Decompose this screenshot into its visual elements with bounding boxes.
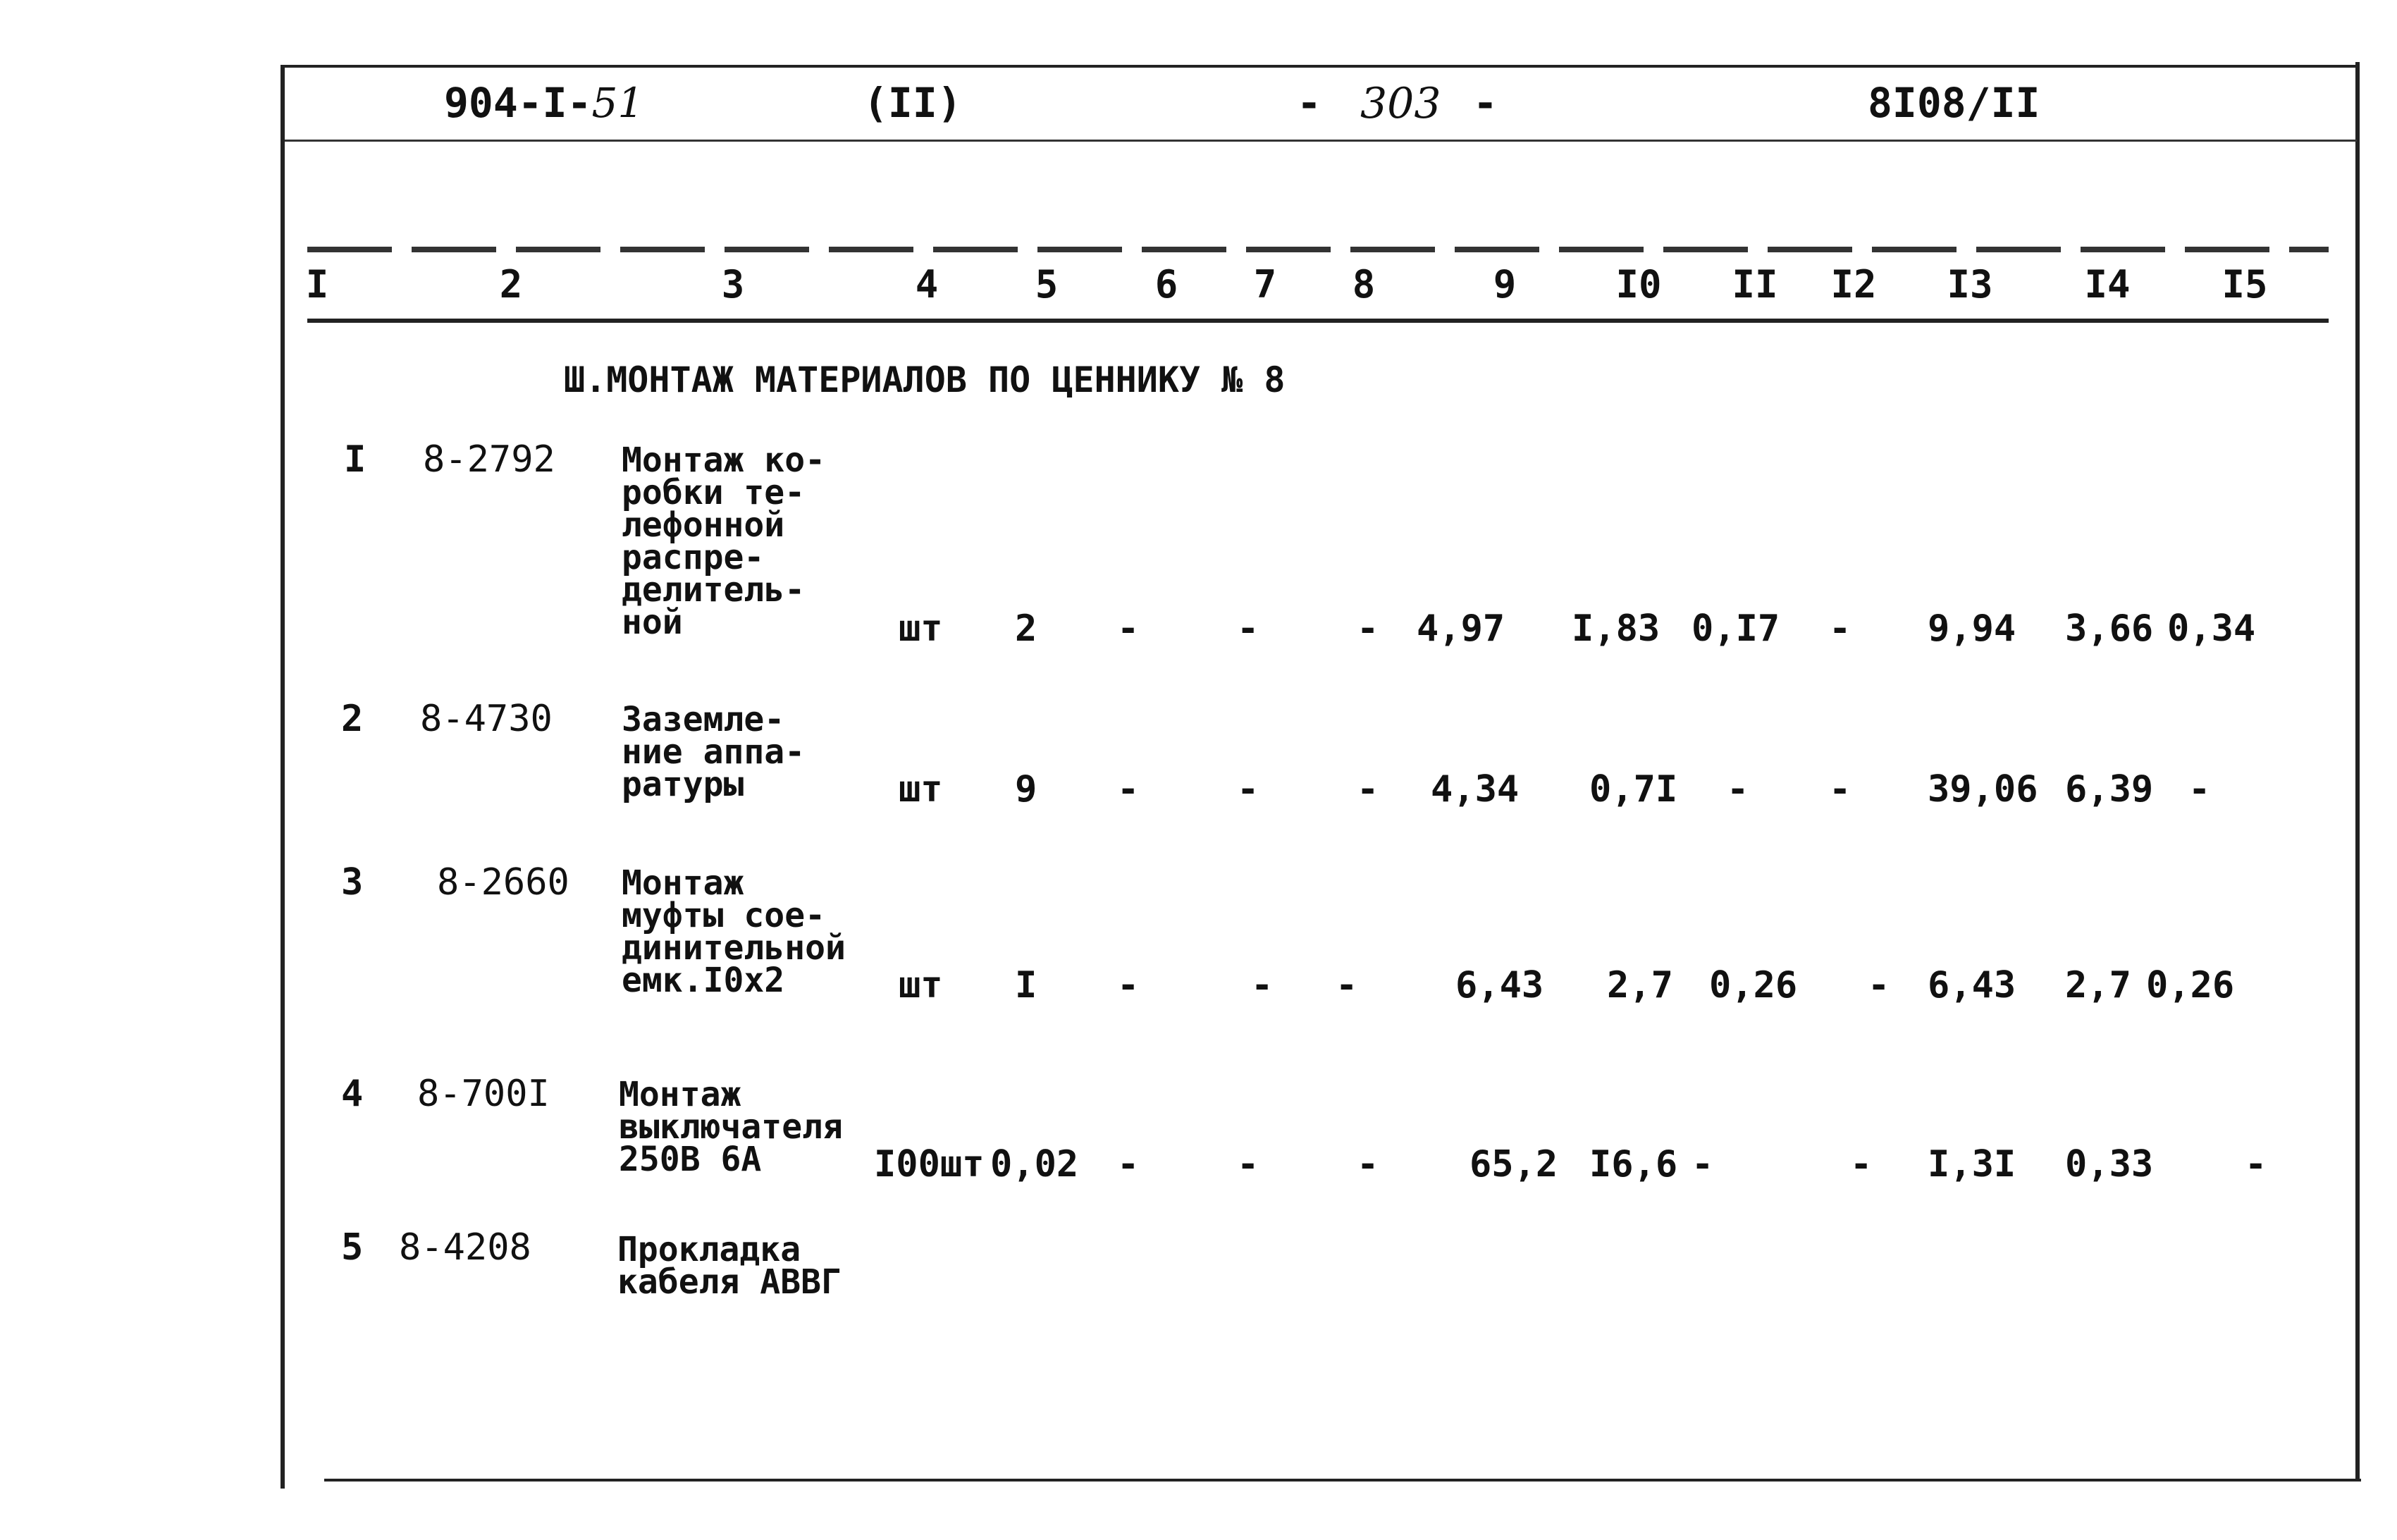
row-number: 5 <box>341 1226 364 1269</box>
quantity: 9 <box>1015 768 1037 811</box>
col-13-value: 9,94 <box>1928 608 2016 650</box>
column-number: I4 <box>2084 262 2131 307</box>
row-number: 4 <box>341 1073 364 1115</box>
page-number: 303 <box>1360 79 1441 128</box>
col-9-value: 6,43 <box>1455 964 1544 1006</box>
column-number: 7 <box>1253 262 1277 307</box>
row-number: I <box>344 438 366 481</box>
page-prefix: - <box>1297 79 1321 127</box>
work-description: Монтаж ко- робки те- лефонной распре- делитель- ной <box>622 441 825 642</box>
column-number: 3 <box>721 262 745 307</box>
col-9-value: 65,2 <box>1469 1143 1558 1185</box>
col-15-value: - <box>2245 1143 2267 1185</box>
doc-part: (II) <box>863 79 962 127</box>
col-12-value: - <box>1850 1143 1873 1185</box>
doc-code-handwritten: 51 <box>591 79 644 127</box>
quantity: I <box>1015 964 1037 1006</box>
col-7-value: - <box>1237 608 1259 650</box>
column-number: I <box>305 262 329 307</box>
col-7-value: - <box>1251 964 1274 1006</box>
col-10-value: I6,6 <box>1589 1143 1678 1185</box>
col-15-value: 0,26 <box>2146 964 2235 1006</box>
unit: шт <box>899 768 943 811</box>
column-number: 4 <box>915 262 939 307</box>
col-8-value: - <box>1357 768 1379 811</box>
col-11-value: - <box>1727 768 1749 811</box>
row-number: 2 <box>341 698 364 740</box>
column-number: I5 <box>2222 262 2268 307</box>
col-8-value: - <box>1336 964 1358 1006</box>
col-12-value: - <box>1829 768 1851 811</box>
quantity: 0,02 <box>990 1143 1079 1185</box>
unit: шт <box>899 608 943 650</box>
column-number: I0 <box>1615 262 1662 307</box>
price-code: 8-4208 <box>399 1226 531 1269</box>
col-10-value: 0,7I <box>1589 768 1678 811</box>
work-description: Заземле- ние аппа- ратуры <box>622 700 806 804</box>
col-6-value: - <box>1117 608 1140 650</box>
col-13-value: I,3I <box>1928 1143 2016 1185</box>
column-number: I2 <box>1830 262 1877 307</box>
column-number: 6 <box>1154 262 1178 307</box>
unit: I00шт <box>874 1143 985 1185</box>
col-6-value: - <box>1117 1143 1140 1185</box>
col-13-value: 39,06 <box>1928 768 2038 811</box>
col-8-value: - <box>1357 608 1379 650</box>
header-divider <box>285 140 2357 142</box>
col-14-value: 0,33 <box>2065 1143 2154 1185</box>
price-code: 8-2792 <box>423 438 555 481</box>
price-code: 8-700I <box>417 1073 550 1115</box>
column-number: 2 <box>499 262 523 307</box>
col-11-value: 0,I7 <box>1692 608 1780 650</box>
doc-code: 904-I-51 <box>444 79 644 127</box>
column-header-top-rule <box>307 247 2329 252</box>
col-12-value: - <box>1868 964 1890 1006</box>
col-6-value: - <box>1117 768 1140 811</box>
col-15-value: 0,34 <box>2167 608 2256 650</box>
col-7-value: - <box>1237 1143 1259 1185</box>
col-9-value: 4,34 <box>1431 768 1520 811</box>
col-10-value: 2,7 <box>1607 964 1673 1006</box>
sheet-code: 8I08/II <box>1868 79 2040 127</box>
price-code: 8-2660 <box>437 861 569 904</box>
col-11-value: - <box>1692 1143 1714 1185</box>
column-number: II <box>1732 262 1778 307</box>
work-description: Монтаж выключателя 250В 6А <box>619 1075 843 1179</box>
col-8-value: - <box>1357 1143 1379 1185</box>
column-number: 9 <box>1493 262 1517 307</box>
work-description: Монтаж муфты сое- динительной емк.I0х2 <box>622 863 846 1000</box>
frame-right-border <box>2355 62 2360 1479</box>
work-description: Прокладка кабеля АВВГ <box>617 1230 842 1302</box>
column-number: 5 <box>1035 262 1059 307</box>
col-13-value: 6,43 <box>1928 964 2016 1006</box>
unit: шт <box>899 964 943 1006</box>
column-number: I3 <box>1947 262 1993 307</box>
col-7-value: - <box>1237 768 1259 811</box>
col-12-value: - <box>1829 608 1851 650</box>
col-14-value: 6,39 <box>2065 768 2154 811</box>
column-number: 8 <box>1352 262 1376 307</box>
col-14-value: 2,7 <box>2065 964 2131 1006</box>
col-9-value: 4,97 <box>1417 608 1505 650</box>
col-6-value: - <box>1117 964 1140 1006</box>
col-15-value: - <box>2188 768 2211 811</box>
column-header-bottom-rule <box>307 319 2329 323</box>
frame-bottom-border <box>324 1479 2361 1482</box>
quantity: 2 <box>1015 608 1037 650</box>
col-11-value: 0,26 <box>1709 964 1798 1006</box>
frame-left-border <box>281 65 285 1489</box>
page-suffix: - <box>1473 79 1498 127</box>
row-number: 3 <box>341 861 364 904</box>
col-14-value: 3,66 <box>2065 608 2154 650</box>
section-title: Ш.МОНТАЖ МАТЕРИАЛОВ ПО ЦЕННИКУ № 8 <box>564 359 1286 400</box>
frame-top-border <box>281 65 2360 68</box>
price-code: 8-4730 <box>420 698 553 740</box>
col-10-value: I,83 <box>1572 608 1660 650</box>
